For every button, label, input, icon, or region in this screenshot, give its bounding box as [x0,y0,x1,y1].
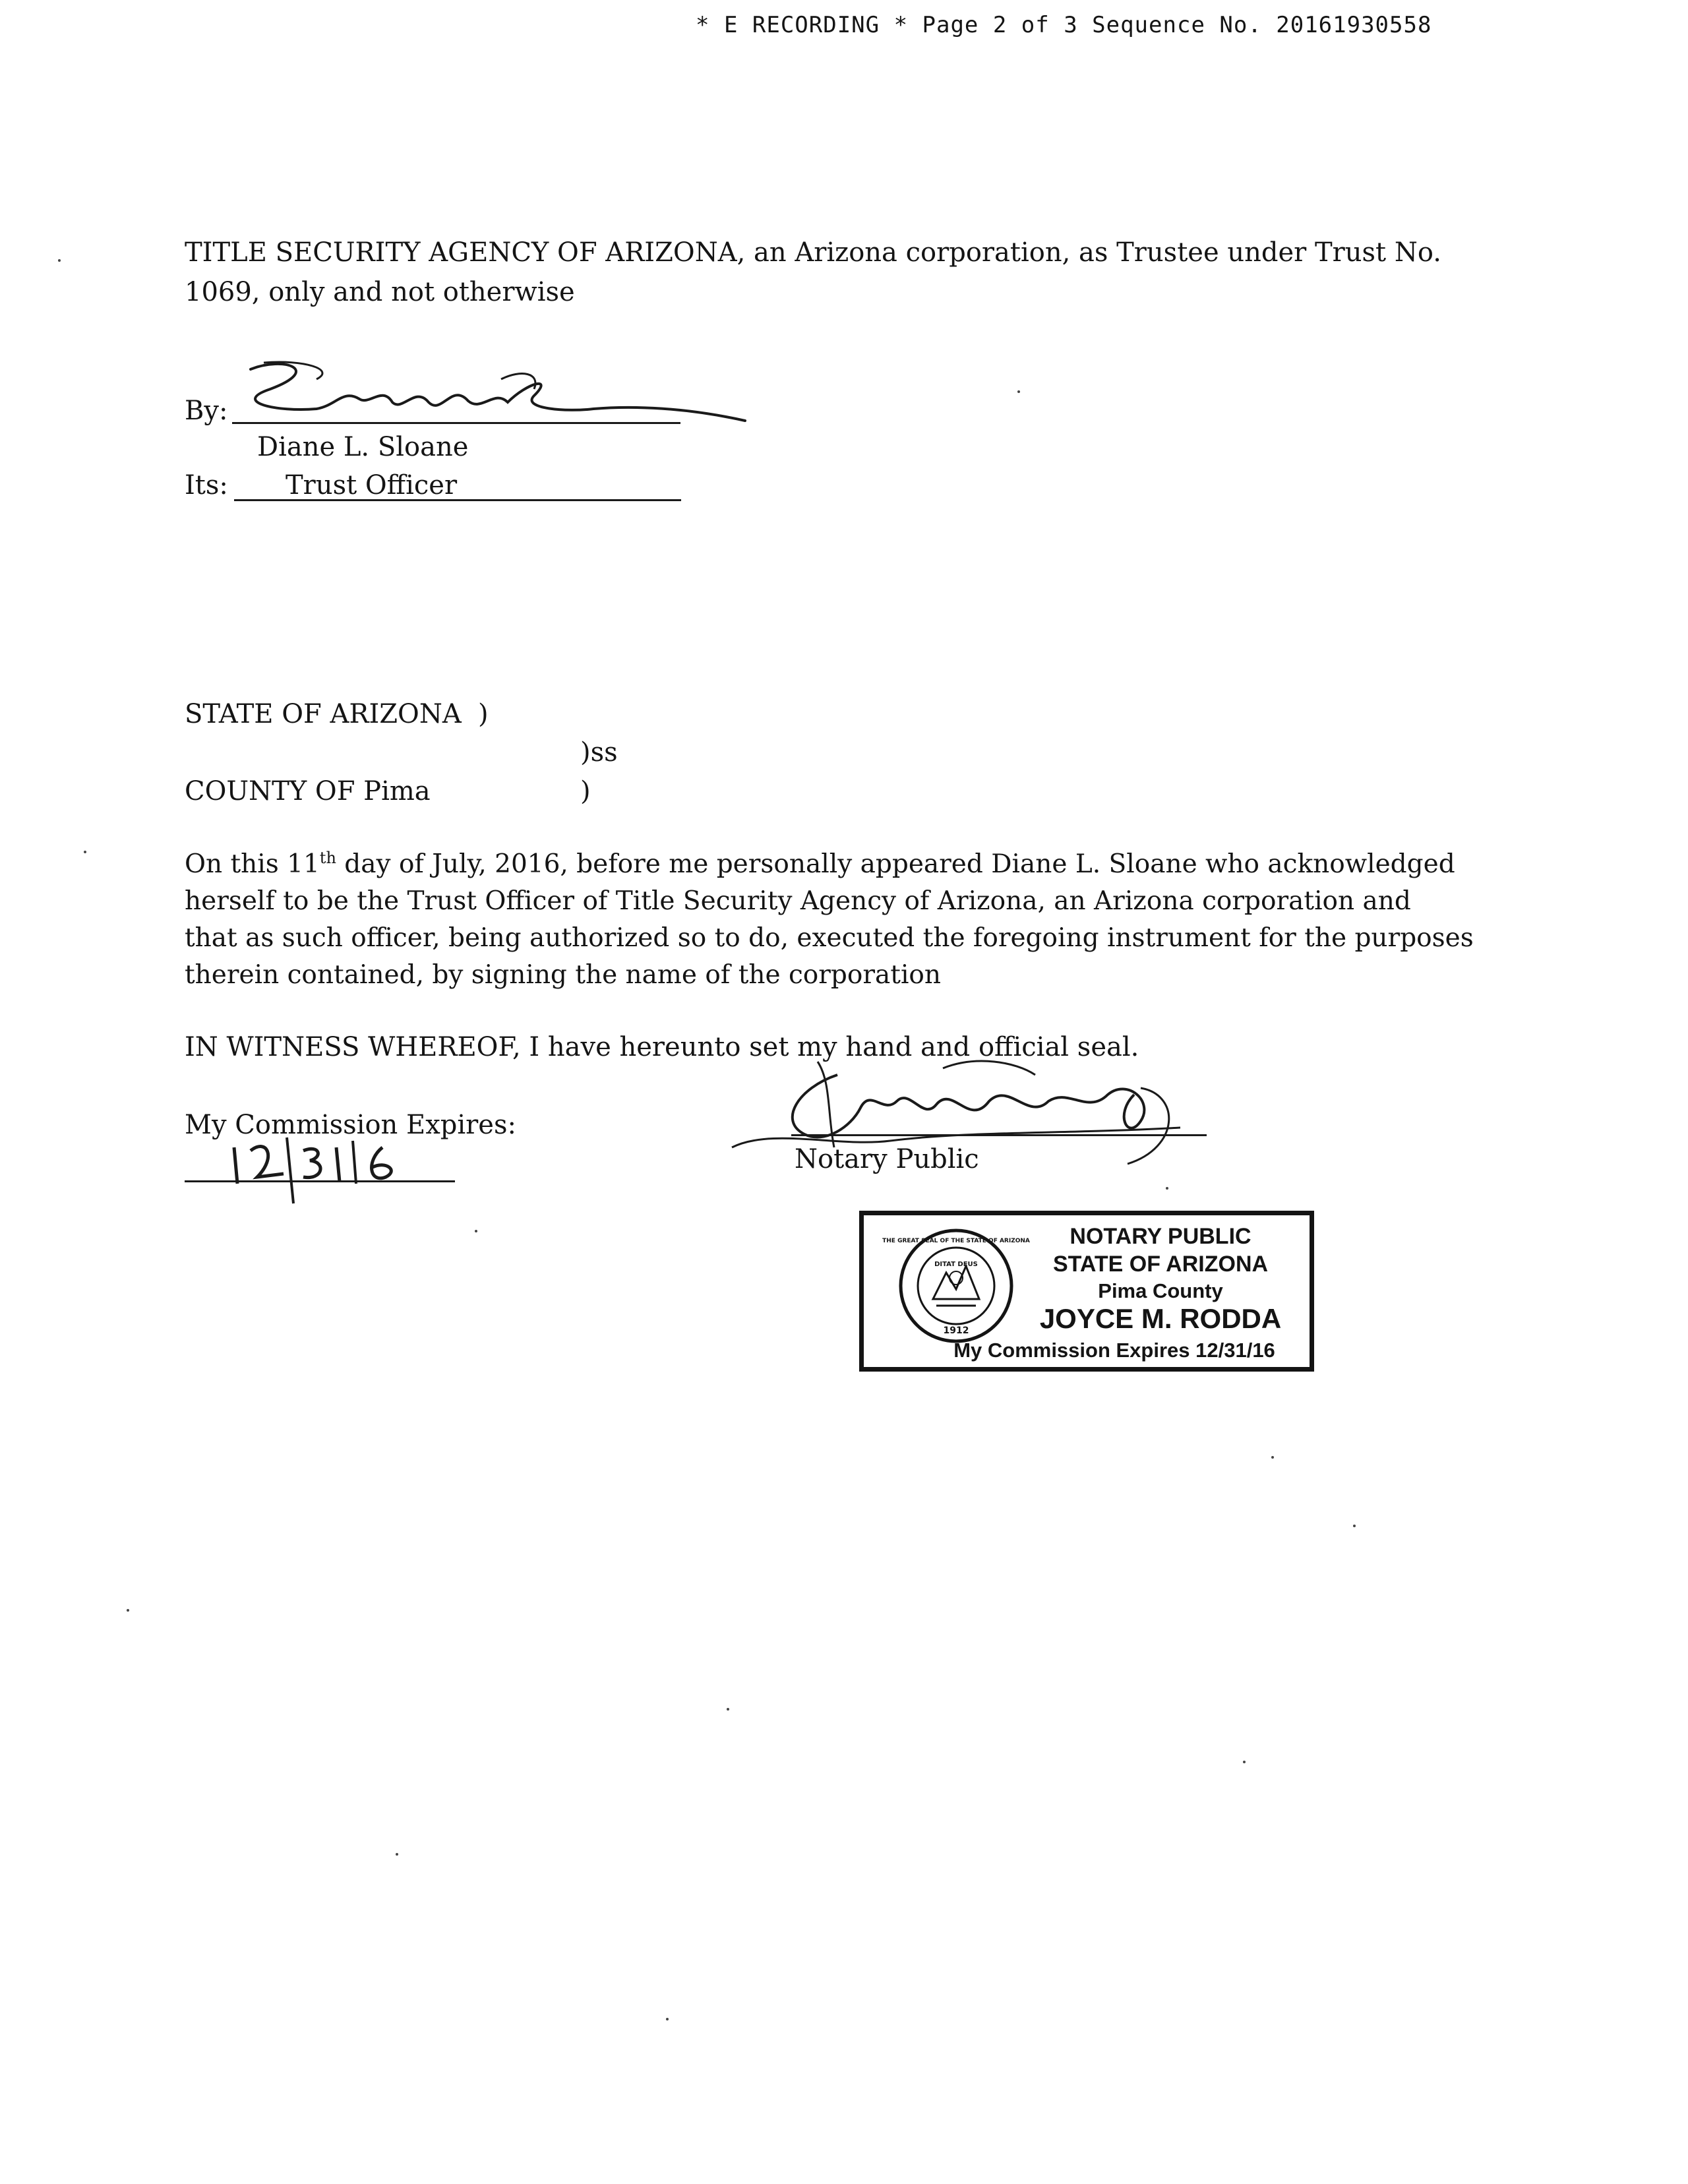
stamp-state: STATE OF ARIZONA [1052,1252,1269,1277]
ack-line-1-rest: day of July, 2016, before me personally appeared Diane L. Sloane who acknowledged [336,849,1455,879]
signer-signature [224,349,752,435]
scan-speck [727,1708,729,1711]
ack-day-suffix: th [319,849,336,867]
acknowledgment-line-4: therein contained, by signing the name of the corporation [185,960,942,990]
commission-handwritten-date [224,1121,422,1207]
acknowledgment-line-2: herself to be the Trust Officer of Title Security Agency of Arizona, an Arizona corporation and [185,886,1411,916]
its-label: Its: [185,470,228,501]
scan-speck [666,2018,669,2020]
recording-header: * E RECORDING * Page 2 of 3 Sequence No. 20161930558 [696,12,1432,38]
stamp-county: Pima County [1098,1279,1223,1302]
stamp-expires: My Commission Expires 12/31/16 [953,1339,1275,1362]
notary-public-label: Notary Public [795,1144,979,1174]
scan-speck [396,1853,398,1856]
scan-speck [84,851,86,853]
scan-speck [1017,390,1020,393]
seal-year: 1912 [943,1325,969,1336]
scan-speck [58,259,61,262]
venue-state-paren: ) [478,699,489,729]
seal-ring-text: THE GREAT SEAL OF THE STATE OF ARIZONA [882,1238,1030,1244]
trustee-line-1: TITLE SECURITY AGENCY OF ARIZONA, an Arizona corporation, as Trustee under Trust No. [185,237,1441,268]
by-label: By: [185,396,228,426]
scan-speck [127,1609,129,1612]
acknowledgment-paragraph [185,846,1477,994]
scan-speck [1271,1456,1274,1459]
stamp-title: NOTARY PUBLIC [1070,1224,1251,1249]
seal-motto: DITAT DEUS [934,1261,978,1268]
venue-county: COUNTY OF Pima [185,776,431,806]
arizona-state-seal [882,1227,1030,1345]
stamp-notary-name: JOYCE M. RODDA [1039,1303,1282,1334]
ack-day: On this 11 [185,849,320,879]
signer-name: Diane L. Sloane [257,432,469,462]
scan-speck [1166,1187,1168,1190]
commission-label: My Commission Expires: [185,1110,516,1140]
scan-speck [1243,1761,1246,1763]
venue-state: STATE OF ARIZONA [185,699,462,729]
its-value: Trust Officer [286,470,458,501]
scan-speck [475,1230,477,1232]
scan-speck [1353,1525,1356,1527]
venue-county-paren: ) [580,776,591,806]
acknowledgment-line-3: that as such officer, being authorized so to do, executed the foregoing instrument for the purposes [185,923,1474,953]
acknowledgment-line-1 [185,846,1477,883]
trustee-line-2: 1069, only and not otherwise [185,277,575,307]
witness-statement: IN WITNESS WHEREOF, I have hereunto set my hand and official seal. [185,1032,1139,1062]
venue-ss: )ss [580,737,618,768]
